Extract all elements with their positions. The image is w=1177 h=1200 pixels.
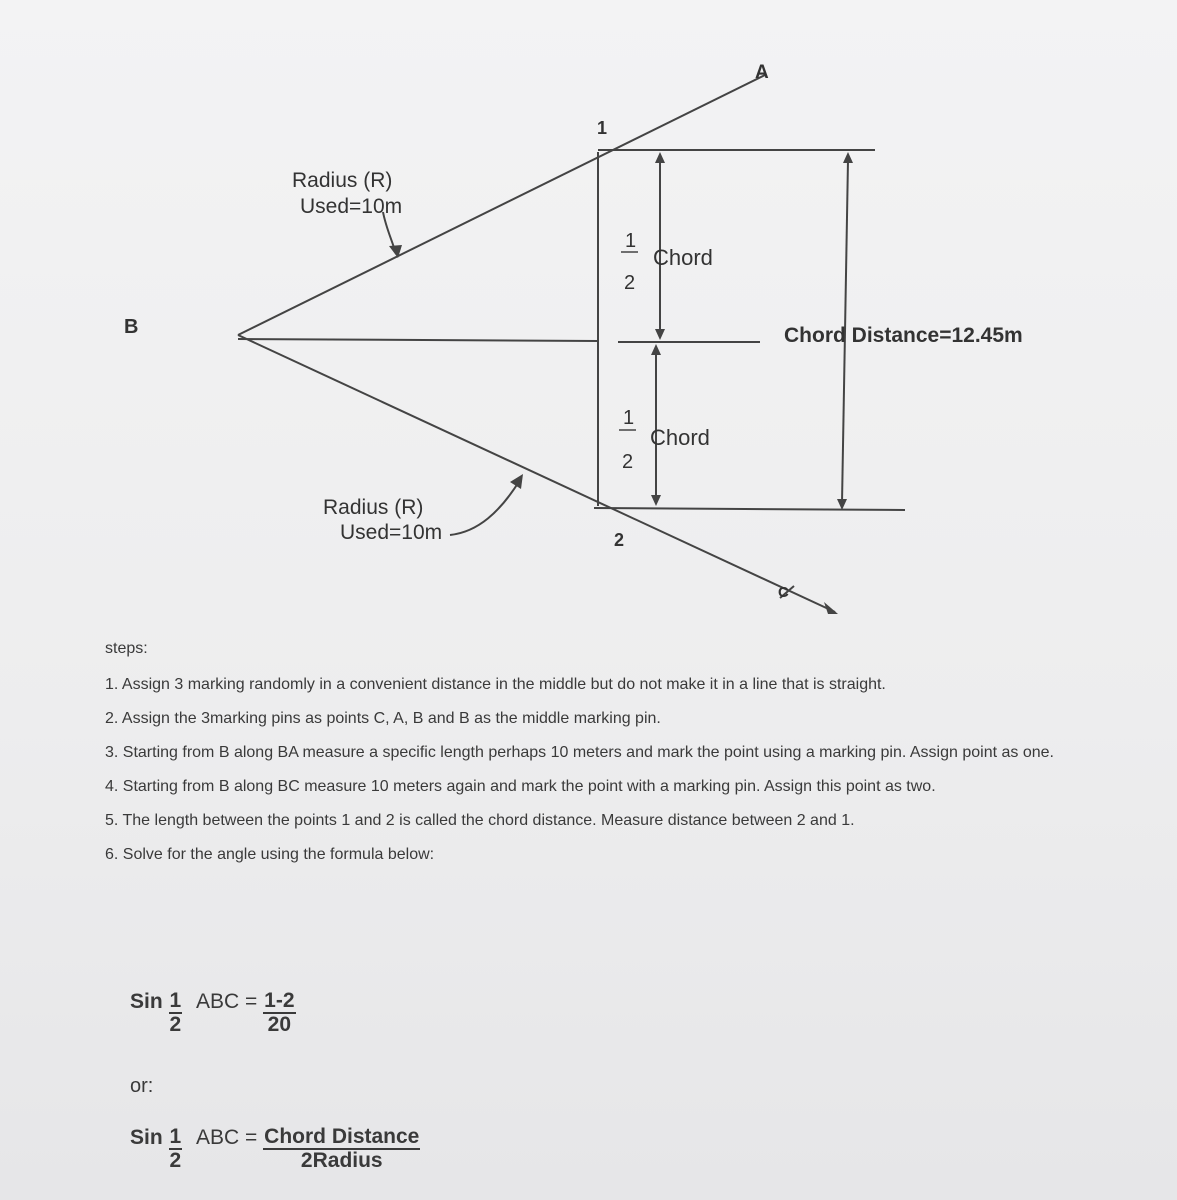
ray-bc: [238, 335, 835, 612]
radius-bottom-line1: Radius (R): [323, 496, 424, 519]
arrowhead-half-bottom-down: [651, 495, 661, 506]
step-item-3: 3. Starting from B along BA measure a specific length perhaps 10 meters and mark the point using a marking pin. Assign point as one.: [105, 744, 1054, 761]
point-a-label: A: [755, 62, 769, 83]
formula-two-half-num: 1: [169, 1125, 182, 1148]
formula-one-fraction: [263, 990, 295, 1036]
formula-one-num: 1-2: [264, 989, 295, 1012]
formula-two-fraction: [263, 1126, 420, 1172]
step-item-6: 6. Solve for the angle using the formula below:: [105, 846, 435, 863]
chord-distance-label: Chord Distance=12.45m: [784, 324, 1023, 347]
formula-two-den: 2Radius: [300, 1149, 383, 1172]
chord-label-bottom: Chord: [650, 425, 710, 450]
formula-one-angle: ABC =: [196, 990, 258, 1013]
point-c-label: C: [778, 584, 789, 601]
formula-one-half-den: 2: [169, 1013, 182, 1036]
radius-top-line2: Used=10m: [300, 195, 403, 218]
arrowhead-half-top-up: [655, 152, 665, 163]
formula-one-den: 20: [267, 1013, 292, 1036]
steps-heading: steps:: [105, 640, 148, 657]
formula-one-sin: Sin: [130, 990, 163, 1013]
arrowhead-chord-down: [837, 499, 847, 510]
half-bottom-den: 2: [622, 451, 634, 473]
formula-two-half: [169, 1126, 183, 1172]
formula-two: [130, 1126, 420, 1172]
formula-one-half-num: 1: [169, 989, 182, 1012]
point-two-label: 2: [614, 530, 625, 550]
point-b-label: B: [124, 316, 139, 338]
half-top-den: 2: [624, 272, 636, 294]
step-item-2: 2. Assign the 3marking pins as points C, A, B and B as the middle marking pin.: [105, 710, 661, 727]
arrowhead-ray-c: [824, 602, 838, 614]
chord-label-top: Chord: [653, 245, 713, 270]
half-bottom-num: 1: [623, 407, 635, 429]
radius-bottom-pointer: [450, 480, 520, 535]
formula-one-half: [169, 990, 183, 1036]
formula-two-sin: Sin: [130, 1126, 163, 1149]
or-label: or:: [130, 1075, 154, 1097]
formula-two-angle: ABC =: [196, 1126, 258, 1149]
formula-one: [130, 990, 296, 1036]
point-one-label: 1: [597, 118, 608, 138]
radius-top-line1: Radius (R): [292, 169, 393, 192]
formula-two-half-den: 2: [169, 1149, 182, 1172]
arrowhead-half-bottom-up: [651, 344, 661, 355]
bisector-line: [238, 339, 598, 341]
half-top-num: 1: [625, 230, 637, 252]
step-item-1: 1. Assign 3 marking randomly in a convenient distance in the middle but do not make it in a line that is straight.: [105, 676, 886, 693]
steps-section: [105, 640, 1065, 880]
step-item-5: 5. The length between the points 1 and 2 is called the chord distance. Measure distance between 2 and 1.: [105, 812, 855, 829]
bottom-extension-line: [594, 508, 905, 510]
arrowhead-chord-up: [843, 152, 853, 163]
radius-bottom-line2: Used=10m: [340, 521, 443, 544]
step-item-4: 4. Starting from B along BC measure 10 meters again and mark the point with a marking pin. Assign this point as two.: [105, 778, 936, 795]
formula-two-num: Chord Distance: [264, 1125, 420, 1148]
arrowhead-half-top-down: [655, 329, 665, 340]
